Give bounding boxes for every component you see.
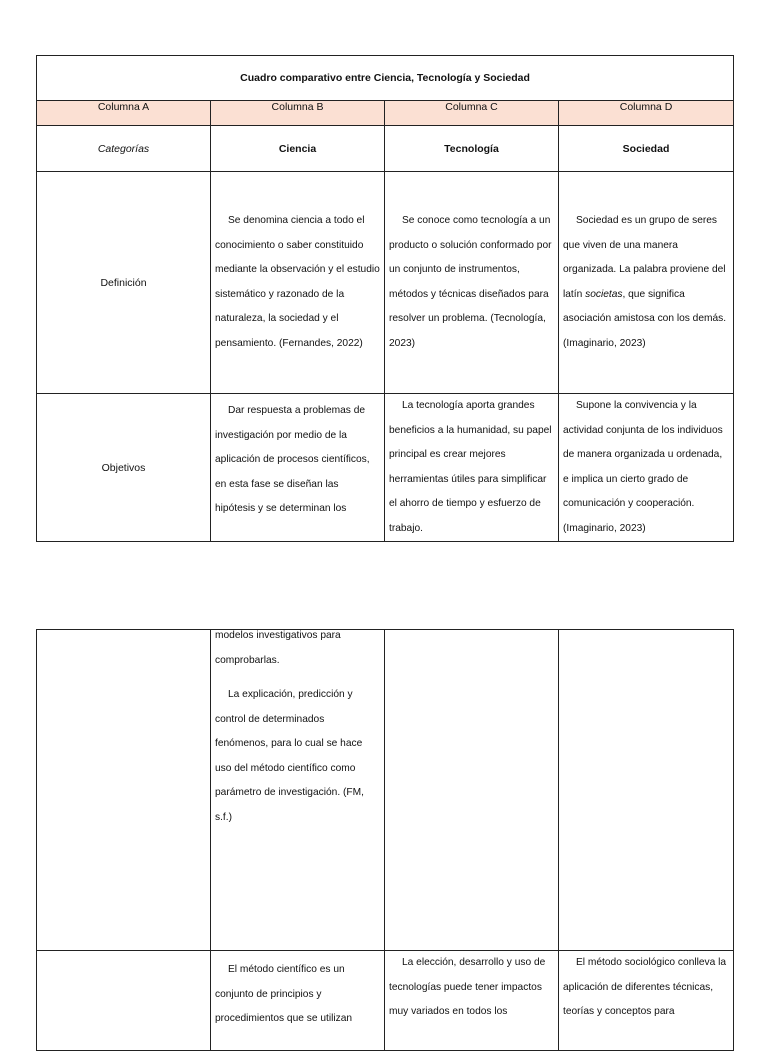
metodos-ciencia-text: El método científico es un conjunto de principios y procedimientos que se utilizan (215, 964, 353, 1024)
category-tecnologia: Tecnología (385, 126, 559, 172)
row-label-objetivos: Objetivos (37, 394, 211, 542)
continuation-ciencia-text-2: La explicación, predicción y control de determinados fenómenos, para lo cual se hace uso del método científico como parámetro de investigación. (FM, s.f.) (215, 689, 364, 823)
sociedad-text-b: , que significa asociación amistosa con los demás. (Imaginario, 2023) (563, 288, 727, 349)
definicion-tecnologia-text: Se conoce como tecnología a un producto o solución conformado por un conjunto de instrumentos, métodos y técnicas diseñados para resolver un problema. (Tecnología, 2023) (389, 215, 552, 349)
metodos-label-cell (37, 951, 211, 1051)
objetivos-tecnologia-text: La tecnología aporta grandes beneficios a la humanidad, su papel principal es crear mejores herramientas útiles para simplificar el ahorro de tiempo y esfuerzo de trabajo. (389, 400, 552, 534)
comparison-table-page-1 (36, 55, 734, 542)
definicion-ciencia-text: Se denomina ciencia a todo el conocimiento o saber constituido mediante la observación y el estudio sistemático y razonado de la naturaleza, la sociedad y el pensamiento. (Fernandes, 2022) (215, 215, 380, 349)
objetivos-ciencia-cell (211, 394, 385, 542)
objetivos-sociedad-cell (559, 394, 734, 542)
continuation-ciencia-text-1: modelos investigativos para comprobarlas. (215, 630, 341, 666)
metodos-tecnologia-cell (385, 951, 559, 1051)
definicion-sociedad-text (563, 209, 729, 356)
column-header-a: Columna A (37, 101, 211, 126)
definicion-tecnologia-cell (385, 172, 559, 394)
definicion-sociedad-cell (559, 172, 734, 394)
column-header-d: Columna D (559, 101, 734, 126)
continuation-ciencia-cell (211, 630, 385, 951)
table-title: Cuadro comparativo entre Ciencia, Tecnología y Sociedad (37, 56, 734, 101)
continuation-sociedad-cell (559, 630, 734, 951)
column-header-c: Columna C (385, 101, 559, 126)
definicion-ciencia-cell (211, 172, 385, 394)
continuation-label-cell (37, 630, 211, 951)
column-header-b: Columna B (211, 101, 385, 126)
category-ciencia: Ciencia (211, 126, 385, 172)
metodos-ciencia-cell (211, 951, 385, 1051)
categories-label: Categorías (37, 126, 211, 172)
category-sociedad: Sociedad (559, 126, 734, 172)
objetivos-tecnologia-cell (385, 394, 559, 542)
continuation-tecnologia-cell (385, 630, 559, 951)
objetivos-sociedad-text: Supone la convivencia y la actividad conjunta de los individuos de manera organizada u ordenada, e implica un cierto grado de comunicación y cooperación. (Imaginario, 2023) (563, 400, 723, 534)
metodos-sociedad-text: El método sociológico conlleva la aplicación de diferentes técnicas, teorías y conceptos para (563, 957, 727, 1017)
objetivos-ciencia-text: Dar respuesta a problemas de investigación por medio de la aplicación de procesos científicos, en esta fase se diseñan las hipótesis y se determinan los (215, 405, 370, 514)
comparison-table-page-2 (36, 629, 734, 1051)
sociedad-text-a: Sociedad es un grupo de seres que viven de una manera organizada. La palabra proviene del latín (563, 215, 726, 300)
societas-term: societas (585, 288, 623, 300)
row-label-definicion: Definición (37, 172, 211, 394)
metodos-sociedad-cell (559, 951, 734, 1051)
metodos-tecnologia-text: La elección, desarrollo y uso de tecnologías puede tener impactos muy variados en todos los (389, 957, 546, 1017)
